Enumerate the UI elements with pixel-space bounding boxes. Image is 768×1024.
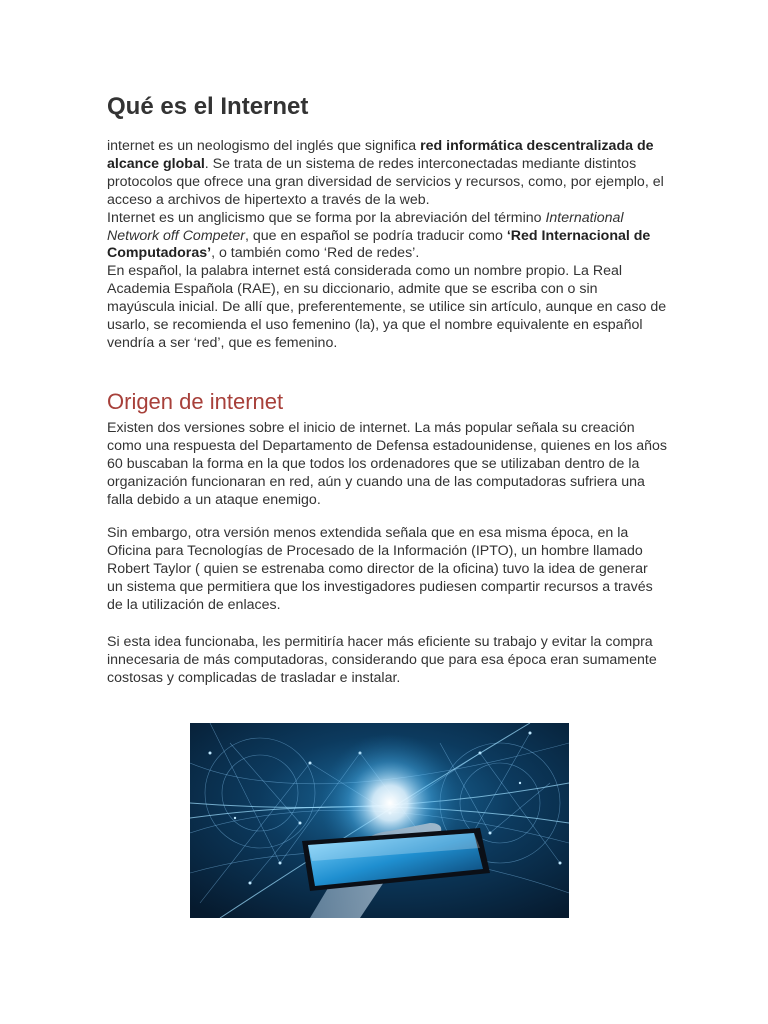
page-title: Qué es el Internet <box>107 93 309 120</box>
origin-paragraph-2 <box>107 525 667 615</box>
intro-p2-text-1: Internet es un anglicismo que se forma por la abreviación del término <box>107 209 546 226</box>
network-illustration <box>190 723 569 918</box>
intro-p2-bold: ‘Red Internacional de Computadoras’ <box>107 227 651 262</box>
intro-paragraph-1 <box>107 138 667 210</box>
origin-paragraph-3 <box>107 634 667 688</box>
intro-paragraph-3: En español, la palabra internet está considerada como un nombre propio. La Real Academia Española (RAE), en su diccionario, admite que se escriba con o sin mayúscula inicial. De allí que, preferentemente, se utilice sin artículo, aunque en caso de usarlo, se recomienda el uso femenino (la), ya que el nombre equivalente en español vendría a ser ‘red’, que es femenino. <box>107 263 667 351</box>
intro-p1-text-2: . Se trata de un sistema de redes interconectadas mediante distintos protocolos que ofrece una gran diversidad de servicios y recursos, como, por ejemplo, el acceso a archivos de hipertexto a través de la web. <box>107 155 664 208</box>
origin-p3-text: Si esta idea funcionaba, les permitiría hacer más eficiente su trabajo y evitar la compra innecesaria de más computadoras, considerando que para esa época eran sumamente costosas y complicadas de trasladar e instalar. <box>107 634 657 686</box>
origin-paragraph-1 <box>107 420 667 510</box>
intro-section <box>107 138 667 353</box>
origin-p2-text: Sin embargo, otra versión menos extendida señala que en esa misma época, en la Oficina para Tecnologías de Procesado de la Información (IPTO), un hombre llamado Robert Taylor ( quien se estrenaba como director de la oficina) tuvo la idea de generar un sistema que permitiera que los investigadores pudiesen compartir recursos a través de la utilización de enlaces. <box>107 525 653 613</box>
intro-p1-text-1: internet es un neologismo del inglés que significa <box>107 138 421 154</box>
intro-p2-italic: International Network off Competer <box>107 209 624 244</box>
intro-p2-text-2: , que en español se podría traducir como <box>244 227 507 244</box>
network-smartphone-image <box>190 723 569 918</box>
section-heading-origin: Origen de internet <box>107 389 284 414</box>
intro-paragraph-2 <box>107 210 667 264</box>
intro-p1-bold: red informática descentralizada de alcance global <box>107 138 654 172</box>
origin-p1-text: Existen dos versiones sobre el inicio de internet. La más popular señala su creación como una respuesta del Departamento de Defensa estadounidense, quienes en los años 60 buscaban la forma en la que todos los ordenadores que se utilizaban dentro de la organización funcionaran en red, aún y cuando una de las computadoras sufriera una falla debido a un ataque enemigo. <box>107 420 667 508</box>
intro-p2-text-3: , o también como ‘Red de redes’. <box>211 245 420 262</box>
